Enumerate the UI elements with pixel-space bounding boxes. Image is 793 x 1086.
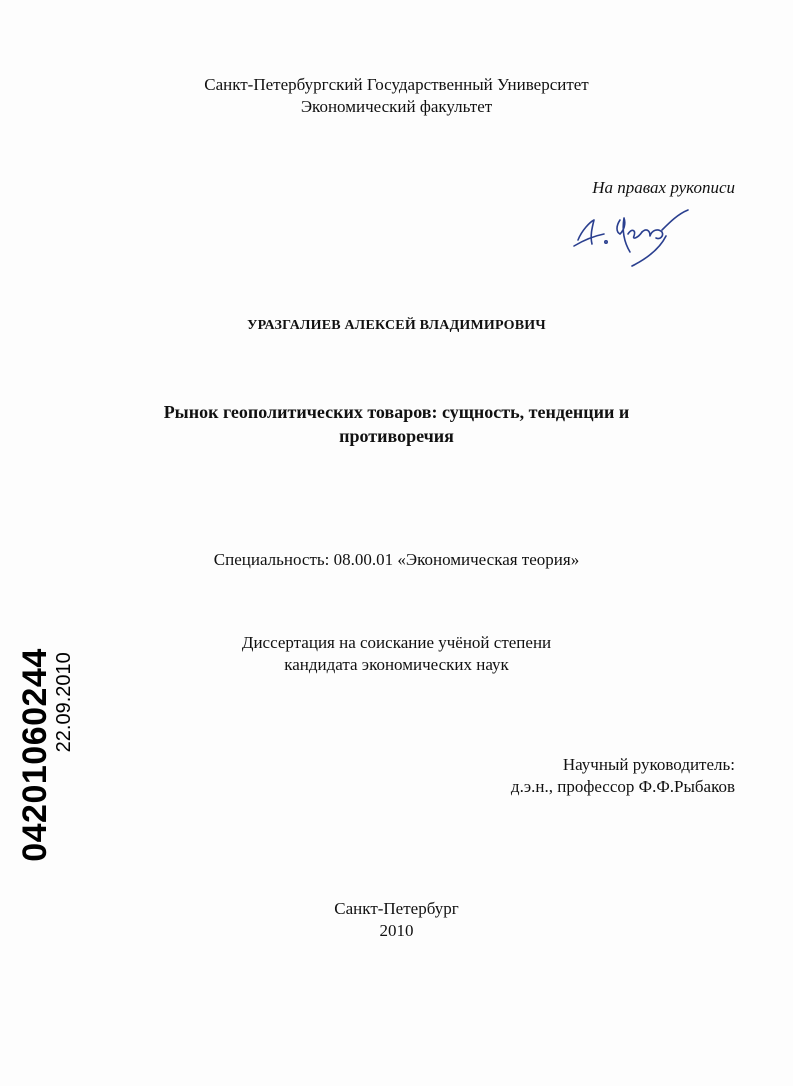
degree-line-1: Диссертация на соискание учёной степени [241, 633, 552, 652]
supervisor-block [511, 754, 735, 798]
dissertation-title [0, 400, 793, 448]
degree-line-2: кандидата экономических наук [284, 655, 509, 674]
supervisor-name: д.э.н., профессор Ф.Ф.Рыбаков [510, 777, 735, 796]
stamp-date: 22.09.2010 [53, 652, 75, 753]
place-and-year [0, 898, 793, 942]
title-line-2: противоречия [339, 426, 454, 446]
university-name: Санкт-Петербургский Государственный Университет [204, 75, 589, 94]
author-name: УРАЗГАЛИЕВ АЛЕКСЕЙ ВЛАДИМИРОВИЧ [247, 318, 546, 333]
institution-header [0, 74, 793, 118]
signature-image [570, 200, 700, 275]
manuscript-note: На правах рукописи [592, 178, 735, 197]
library-stamp [16, 640, 76, 870]
supervisor-label: Научный руководитель: [562, 755, 735, 774]
city: Санкт-Петербург [334, 899, 459, 918]
year: 2010 [379, 921, 414, 940]
faculty-name: Экономический факультет [300, 97, 493, 116]
degree-statement [0, 632, 793, 676]
specialty: Специальность: 08.00.01 «Экономическая теория» [213, 550, 580, 569]
stamp-code: 04201060244 [16, 648, 54, 862]
title-line-1: Рынок геополитических товаров: сущность, тенденции и [163, 402, 630, 422]
